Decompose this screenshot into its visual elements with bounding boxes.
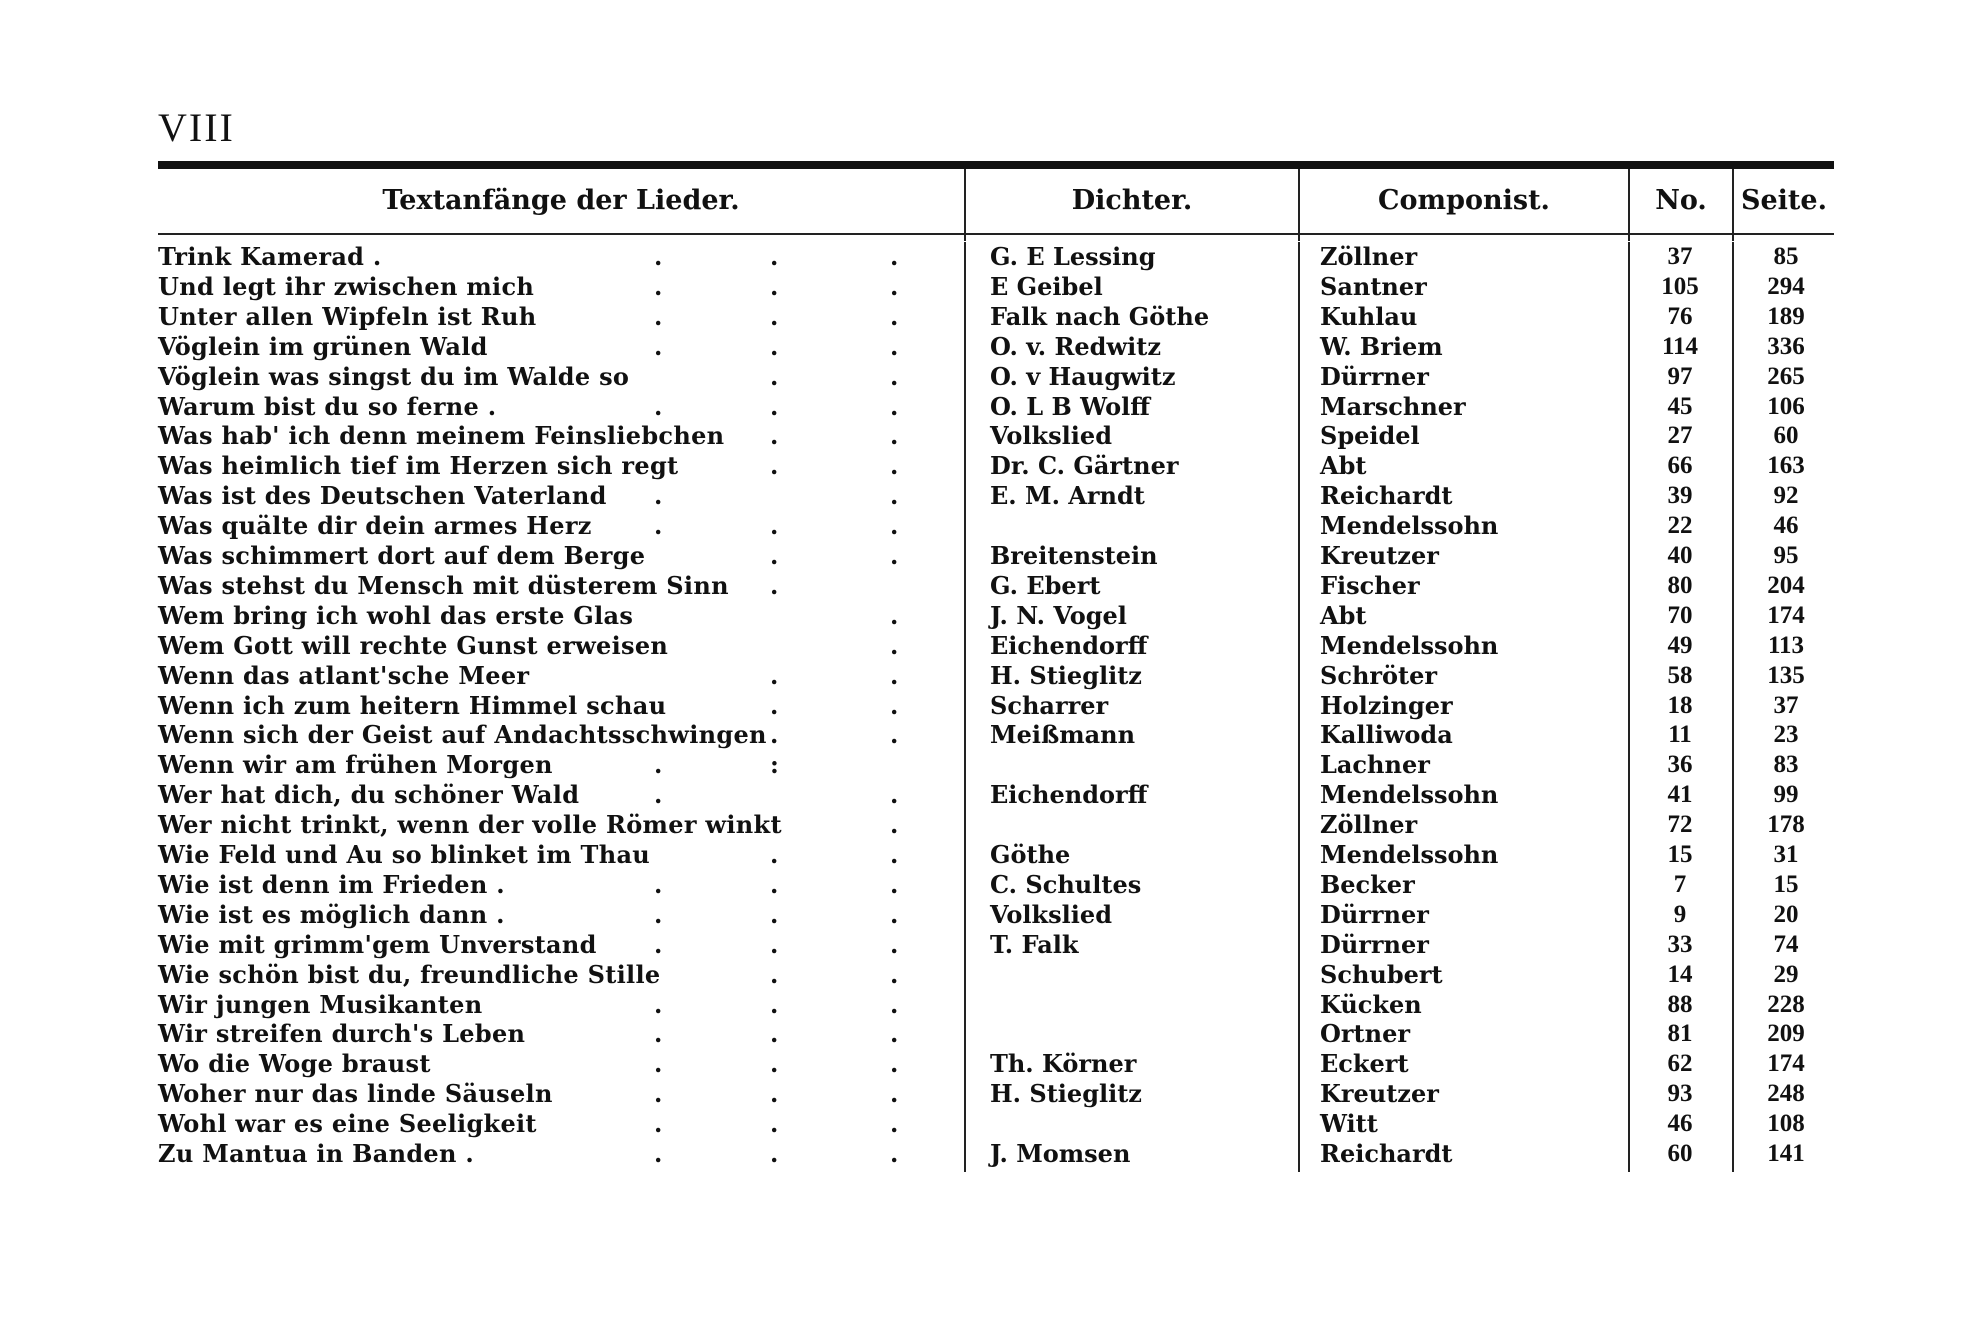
table-row [0,840,1980,870]
leader-dot: . [770,570,779,600]
song-number: 70 [1667,601,1693,629]
page-reference: 163 [1767,452,1805,480]
table-row [0,780,1980,810]
table-row [0,332,1980,362]
leader-dot: . [890,541,899,570]
composer-name: Lachner [1320,750,1430,780]
leader-dot: . [890,810,899,840]
poet-name: O. v. Redwitz [990,331,1161,361]
song-title: Wer hat dich, du schöner Wald [158,780,580,810]
leader-dot: . [890,1109,899,1139]
page-reference: 106 [1767,392,1805,420]
composer-name: Mendelssohn [1320,780,1499,810]
leader-dot: . [890,720,899,750]
table-row [0,1019,1980,1049]
song-number: 45 [1667,392,1693,420]
leader-dot: . [654,242,663,271]
poet-name: H. Stieglitz [990,660,1142,690]
leader-dot: . [770,361,779,391]
leader-dot: . [770,451,779,481]
leader-dot: . [770,1109,779,1139]
page-reference: 31 [1773,841,1799,868]
page-reference: 23 [1773,721,1799,749]
composer-name: Schröter [1320,660,1438,690]
leader-dot: . [654,989,663,1019]
leader-dot: . [770,421,779,451]
table-row [0,691,1980,721]
leader-dot: . [770,929,779,959]
leader-dot: . [654,1079,663,1109]
leader-dot: . [770,331,779,361]
leader-dot: . [654,331,663,361]
table-row [0,1139,1980,1169]
page-reference: 20 [1773,900,1799,928]
song-title: Vöglein im grünen Wald [158,331,488,361]
leader-dot: . [890,1139,899,1168]
header-number: No. [1655,185,1707,216]
leader-dot: . [770,840,779,869]
leader-dot: . [890,959,899,989]
composer-name: W. Briem [1320,331,1443,361]
composer-name: Kuhlau [1320,301,1418,331]
page-reference: 60 [1773,422,1799,450]
poet-name: Falk nach Göthe [990,301,1210,331]
leader-dot: . [770,869,779,899]
header-top-rule [158,161,1834,169]
song-number: 15 [1667,841,1693,868]
page-reference: 174 [1767,601,1805,629]
table-row [0,750,1980,780]
page-reference: 174 [1767,1050,1805,1078]
leader-dot: . [890,331,899,361]
leader-dot: . [890,451,899,481]
leader-dot: . [890,869,899,899]
leader-dot: . [770,690,779,720]
leader-dot: . [654,1049,663,1079]
page-reference: 83 [1773,751,1799,779]
page-reference: 108 [1767,1110,1805,1138]
page-reference: 37 [1773,691,1799,719]
composer-name: Holzinger [1320,690,1453,720]
leader-dot: . [890,929,899,959]
song-number: 7 [1673,870,1687,898]
leader-dot: . [770,899,779,929]
poet-name: C. Schultes [990,869,1142,899]
song-title: Trink Kamerad . [158,242,382,271]
table-row [0,810,1980,840]
song-number: 46 [1667,1110,1693,1138]
leader-dot: . [654,1019,663,1049]
leader-dot: . [770,391,779,421]
page-reference: 204 [1767,571,1805,599]
song-number: 76 [1667,302,1693,330]
header-divider-4 [1732,169,1734,241]
table-row [0,511,1980,541]
leader-dot: . [654,391,663,421]
song-number: 37 [1667,243,1693,270]
table-row [0,451,1980,481]
header-divider-3 [1628,169,1630,241]
table-row [0,392,1980,422]
header-composer: Componist. [1378,185,1550,216]
header-poet: Dichter. [1071,185,1193,216]
table-row [0,272,1980,302]
table-row [0,990,1980,1020]
poet-name: E. M. Arndt [990,481,1145,511]
leader-dot: . [654,869,663,899]
song-title: Wir streifen durch's Leben [158,1019,526,1049]
leader-dot: . [770,720,779,750]
leader-dot: . [654,899,663,929]
page-reference: 85 [1773,243,1799,270]
song-title: Wenn wir am frühen Morgen [158,750,553,780]
composer-name: Reichardt [1320,1139,1453,1168]
leader-dot: . [654,481,663,511]
page-reference: 113 [1767,631,1805,659]
table-row [0,481,1980,511]
song-title: Vöglein was singst du im Walde so [158,361,630,391]
song-number: 36 [1667,751,1693,779]
composer-name: Dürrner [1320,929,1429,959]
poet-name: O. v Haugwitz [990,361,1176,391]
page-reference: 135 [1767,661,1805,689]
song-number: 66 [1667,452,1693,480]
page-reference: 99 [1773,781,1799,809]
song-number: 33 [1667,930,1693,958]
leader-dot: . [654,511,663,541]
page-reference: 209 [1767,1020,1805,1048]
page-reference: 74 [1773,930,1799,958]
poet-name: Th. Körner [990,1049,1137,1079]
leader-dot: . [770,301,779,331]
composer-name: Kreutzer [1320,1079,1439,1109]
table-row [0,900,1980,930]
leader-dot: . [890,840,899,869]
leader-dot: . [890,780,899,810]
leader-dot: . [654,929,663,959]
leader-dot: . [890,361,899,391]
poet-name: Breitenstein [990,541,1158,570]
table-row [0,720,1980,750]
leader-dot: . [770,541,779,570]
page-reference: 15 [1773,870,1799,898]
leader-dot: . [890,630,899,660]
song-title: Woher nur das linde Säuseln [158,1079,553,1109]
song-number: 27 [1667,422,1693,450]
song-title: Wenn ich zum heitern Himmel schau [158,690,667,720]
composer-name: Schubert [1320,959,1443,989]
table-row [0,601,1980,631]
leader-dot: . [770,1079,779,1109]
composer-name: Zöllner [1320,242,1418,271]
table-row [0,960,1980,990]
header-bottom-rule [158,233,1834,235]
composer-name: Kalliwoda [1320,720,1453,750]
leader-dot: . [654,780,663,810]
song-title: Wie ist es möglich dann . [158,899,505,929]
leader-dot: . [890,899,899,929]
song-title: Wem bring ich wohl das erste Glas [158,600,634,630]
composer-name: Santner [1320,271,1427,301]
table-row [0,661,1980,691]
song-number: 58 [1667,661,1693,689]
poet-name: E Geibel [990,271,1103,301]
leader-dot: . [654,750,663,780]
poet-name: Volkslied [990,421,1112,451]
page-reference: 92 [1773,482,1799,510]
composer-name: Mendelssohn [1320,840,1499,869]
song-title: Wie ist denn im Frieden . [158,869,505,899]
song-title: Wir jungen Musikanten [158,989,483,1019]
composer-name: Zöllner [1320,810,1418,840]
page-reference: 178 [1767,811,1805,839]
poet-name: Meißmann [990,720,1136,750]
song-number: 105 [1661,272,1699,300]
table-row [0,541,1980,571]
composer-name: Abt [1320,600,1367,630]
leader-dot: . [890,481,899,511]
song-number: 11 [1668,721,1692,749]
table-row [0,1079,1980,1109]
song-number: 81 [1667,1020,1693,1048]
leader-dot: . [890,301,899,331]
page-reference: 46 [1773,512,1799,540]
song-title: Was quälte dir dein armes Herz [158,511,592,541]
leader-dot: . [770,242,779,271]
table-row [0,870,1980,900]
song-title: Was heimlich tief im Herzen sich regt [158,451,679,481]
leader-dot: . [654,301,663,331]
song-number: 97 [1667,362,1693,390]
leader-dot: . [890,1049,899,1079]
leader-dot: . [770,959,779,989]
leader-dot: . [890,511,899,541]
composer-name: Marschner [1320,391,1466,421]
table-row [0,362,1980,392]
leader-dot: . [770,511,779,541]
song-title: Was stehst du Mensch mit düsterem Sinn [158,570,729,600]
leader-dot: . [654,271,663,301]
poet-name: H. Stieglitz [990,1079,1142,1109]
composer-name: Mendelssohn [1320,511,1499,541]
composer-name: Kreutzer [1320,541,1439,570]
poet-name: Volkslied [990,899,1112,929]
table-row [0,930,1980,960]
poet-name: G. E Lessing [990,242,1156,271]
header-title: Textanfänge der Lieder. [382,185,740,216]
song-number: 22 [1667,512,1693,540]
leader-dot: . [890,1019,899,1049]
poet-name: Eichendorff [990,780,1148,810]
composer-name: Speidel [1320,421,1420,451]
song-number: 88 [1667,990,1693,1018]
song-title: Was hab' ich denn meinem Feinsliebchen [158,421,725,451]
song-title: Wenn das atlant'sche Meer [158,660,530,690]
song-number: 9 [1673,900,1687,928]
song-title: Und legt ihr zwischen mich [158,271,535,301]
song-title: Wie schön bist du, freundliche Stille [158,959,661,989]
header-page: Seite. [1741,185,1827,216]
song-number: 18 [1667,691,1693,719]
leader-dot: : [770,750,779,780]
leader-dot: . [770,660,779,690]
song-title: Wohl war es eine Seeligkeit [158,1109,537,1139]
song-number: 62 [1667,1050,1693,1078]
page-reference: 294 [1767,272,1805,300]
poet-name: Göthe [990,840,1071,869]
composer-name: Fischer [1320,570,1420,600]
header-divider-1 [964,169,966,241]
song-title: Unter allen Wipfeln ist Ruh [158,301,537,331]
composer-name: Becker [1320,869,1415,899]
composer-name: Ortner [1320,1019,1410,1049]
poet-name: Eichendorff [990,630,1148,660]
song-title: Wenn sich der Geist auf Andachtsschwingen [158,720,767,750]
leader-dot: . [654,1109,663,1139]
song-number: 39 [1667,482,1693,510]
poet-name: J. N. Vogel [990,600,1127,630]
song-number: 80 [1667,571,1693,599]
song-title: Zu Mantua in Banden . [158,1139,475,1168]
poet-name: O. L B Wolff [990,391,1150,421]
composer-name: Dürrner [1320,899,1429,929]
leader-dot: . [770,1019,779,1049]
song-title: Wie Feld und Au so blinket im Thau [158,840,651,869]
leader-dot: . [890,242,899,271]
table-row [0,1109,1980,1139]
leader-dot: . [770,1049,779,1079]
leader-dot: . [890,690,899,720]
leader-dot: . [890,660,899,690]
composer-name: Witt [1320,1109,1378,1139]
leader-dot: . [890,271,899,301]
song-number: 41 [1667,781,1693,809]
composer-name: Dürrner [1320,361,1429,391]
page-reference: 336 [1767,332,1805,360]
song-title: Warum bist du so ferne . [158,391,497,421]
table-row [0,571,1980,601]
table-row [0,421,1980,451]
leader-dot: . [890,1079,899,1109]
leader-dot: . [890,989,899,1019]
song-number: 72 [1667,811,1693,839]
song-title: Wo die Woge braust [158,1049,431,1079]
song-title: Wie mit grimm'gem Unverstand [158,929,597,959]
song-number: 49 [1667,631,1693,659]
page-reference: 141 [1767,1140,1805,1167]
leader-dot: . [890,421,899,451]
song-number: 40 [1667,542,1693,569]
song-number: 114 [1661,332,1699,360]
table-row [0,1049,1980,1079]
song-title: Was schimmert dort auf dem Berge [158,541,646,570]
composer-name: Abt [1320,451,1367,481]
poet-name: J. Momsen [990,1139,1131,1168]
table-row [0,631,1980,661]
composer-name: Kücken [1320,989,1422,1019]
song-title: Wem Gott will rechte Gunst erweisen [158,630,669,660]
page-reference: 248 [1767,1080,1805,1108]
table-row [0,242,1980,272]
page-reference: 95 [1773,542,1799,569]
composer-name: Reichardt [1320,481,1453,511]
page-reference: 228 [1767,990,1805,1018]
song-number: 60 [1667,1140,1693,1167]
header-divider-2 [1298,169,1300,241]
page-number: VIII [158,105,235,150]
table-row [0,302,1980,332]
poet-name: T. Falk [990,929,1079,959]
page-reference: 189 [1767,302,1805,330]
leader-dot: . [770,1139,779,1168]
composer-name: Mendelssohn [1320,630,1499,660]
page-reference: 29 [1773,960,1799,988]
leader-dot: . [890,391,899,421]
leader-dot: . [770,271,779,301]
poet-name: Scharrer [990,690,1109,720]
song-number: 14 [1667,960,1693,988]
song-number: 93 [1667,1080,1693,1108]
page-reference: 265 [1767,362,1805,390]
song-title: Was ist des Deutschen Vaterland [158,481,607,511]
poet-name: G. Ebert [990,570,1101,600]
leader-dot: . [890,600,899,630]
leader-dot: . [770,989,779,1019]
song-title: Wer nicht trinkt, wenn der volle Römer winkt [158,810,782,840]
leader-dot: . [654,1139,663,1168]
composer-name: Eckert [1320,1049,1409,1079]
poet-name: Dr. C. Gärtner [990,451,1179,481]
